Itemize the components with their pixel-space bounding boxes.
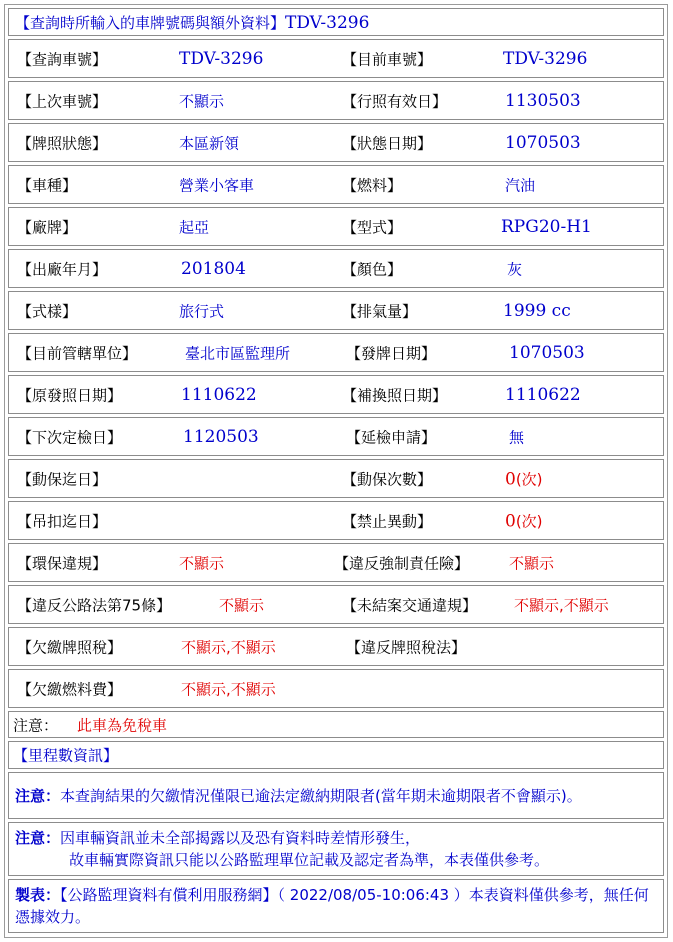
field-value: 不顯示 xyxy=(179,554,225,572)
field-label: 【牌照狀態】 xyxy=(17,134,108,152)
field-value: 不顯示,不顯示 xyxy=(514,596,609,614)
field-label: 【廠牌】 xyxy=(17,218,78,236)
table-row xyxy=(8,669,664,708)
field-label: 【動保次數】 xyxy=(342,470,433,488)
table-row xyxy=(8,333,664,372)
field-value: 不顯示 xyxy=(179,92,225,110)
notice-line1: 因車輛資訊並未全部揭露以及恐有資料時差情形發生， xyxy=(60,829,421,847)
field-value: 1999 cc xyxy=(503,300,571,321)
field-label: 【違反公路法第75條】 xyxy=(17,596,172,614)
tax-exempt-note xyxy=(8,711,664,738)
table-row xyxy=(8,627,664,666)
field-label: 【延檢申請】 xyxy=(346,428,437,446)
field-label: 【補換照日期】 xyxy=(342,386,448,404)
table-row xyxy=(8,207,664,246)
field-value: 1110622 xyxy=(505,384,581,405)
field-value: 旅行式 xyxy=(179,302,225,320)
field-label: 【原發照日期】 xyxy=(17,386,123,404)
footer-text: 【公路監理資料有償利用服務網】（ 2022/08/05-10:06:43 ）本表資料僅供參考，無任何憑據效力。 xyxy=(15,886,649,926)
field-label: 【出廠年月】 xyxy=(17,260,108,278)
table-row xyxy=(8,165,664,204)
field-value: 1120503 xyxy=(183,426,259,447)
notice-disclaimer xyxy=(8,822,664,876)
header-cell xyxy=(8,8,664,36)
table-row xyxy=(8,543,664,582)
count-value: 0(次) xyxy=(505,511,543,531)
field-value: 起亞 xyxy=(179,218,210,236)
mileage-section xyxy=(8,741,664,769)
table-row xyxy=(8,123,664,162)
field-label: 【型式】 xyxy=(342,218,403,236)
field-label: 【式樣】 xyxy=(17,302,78,320)
field-value: RPG20-H1 xyxy=(501,216,592,237)
field-value: 不顯示,不顯示 xyxy=(181,638,276,656)
field-label: 【違反牌照稅法】 xyxy=(346,638,467,656)
field-label: 【目前管轄單位】 xyxy=(17,344,138,362)
table-row xyxy=(8,375,664,414)
field-value: 營業小客車 xyxy=(179,176,255,194)
field-value: 1110622 xyxy=(181,384,257,405)
field-value: 無 xyxy=(509,428,525,446)
table-row xyxy=(8,501,664,540)
field-label: 【上次車號】 xyxy=(17,92,108,110)
table-row xyxy=(8,417,664,456)
mileage-title: 【里程數資訊】 xyxy=(13,746,119,765)
field-label: 【狀態日期】 xyxy=(342,134,433,152)
field-label: 【行照有效日】 xyxy=(342,92,448,110)
field-value: 不顯示,不顯示 xyxy=(181,680,276,698)
field-label: 【動保迄日】 xyxy=(17,470,108,488)
notice-label: 注意： xyxy=(15,829,61,847)
vehicle-info-table xyxy=(8,5,664,936)
footer-label: 製表： xyxy=(15,886,61,904)
field-value: 1070503 xyxy=(505,132,581,153)
header-title: 【查詢時所輸入的車牌號碼與額外資料】 xyxy=(15,13,286,32)
field-label: 【燃料】 xyxy=(342,176,403,194)
field-label: 【下次定檢日】 xyxy=(17,428,123,446)
field-value: 1130503 xyxy=(505,90,581,111)
field-value: 本區新領 xyxy=(179,134,240,152)
field-label: 【禁止異動】 xyxy=(342,512,433,530)
header-plate: TDV-3296 xyxy=(285,12,370,33)
note-text: 此車為免稅車 xyxy=(77,716,168,734)
field-label: 【排氣量】 xyxy=(342,302,418,320)
field-value: 灰 xyxy=(507,260,523,278)
notice-overdue xyxy=(8,772,664,819)
field-value: TDV-3296 xyxy=(503,48,588,69)
table-row xyxy=(8,585,664,624)
field-label: 【未結案交通違規】 xyxy=(342,596,478,614)
table-row xyxy=(8,249,664,288)
field-value: 201804 xyxy=(181,258,246,279)
field-label: 【顏色】 xyxy=(342,260,403,278)
field-value: 臺北市區監理所 xyxy=(185,344,291,362)
field-label: 【欠繳燃料費】 xyxy=(17,680,123,698)
table-row xyxy=(8,291,664,330)
field-value: 1070503 xyxy=(509,342,585,363)
field-label: 【查詢車號】 xyxy=(17,50,108,68)
notice-label: 注意： xyxy=(15,786,61,805)
count-value: 0(次) xyxy=(505,469,543,489)
notice-text: 本查詢結果的欠繳情況僅限已逾法定繳納期限者(當年期未逾期限者不會顯示)。 xyxy=(60,786,582,805)
field-label: 【目前車號】 xyxy=(342,50,433,68)
field-value: TDV-3296 xyxy=(179,48,264,69)
table-row xyxy=(8,39,664,78)
field-value: 汽油 xyxy=(505,176,536,194)
field-label: 【發牌日期】 xyxy=(346,344,437,362)
report-footer xyxy=(8,879,664,933)
notice-line2: 故車輛實際資訊只能以公路監理單位記載及認定者為準，本表僅供參考。 xyxy=(69,851,550,869)
table-row xyxy=(8,81,664,120)
field-label: 【違反強制責任險】 xyxy=(334,554,470,572)
note-label: 注意： xyxy=(13,716,59,734)
field-label: 【吊扣迄日】 xyxy=(17,512,108,530)
field-label: 【環保違規】 xyxy=(17,554,108,572)
field-label: 【車種】 xyxy=(17,176,78,194)
field-value: 不顯示 xyxy=(509,554,555,572)
vehicle-info-panel xyxy=(4,4,668,938)
field-value: 不顯示 xyxy=(219,596,265,614)
table-row xyxy=(8,459,664,498)
field-label: 【欠繳牌照稅】 xyxy=(17,638,123,656)
